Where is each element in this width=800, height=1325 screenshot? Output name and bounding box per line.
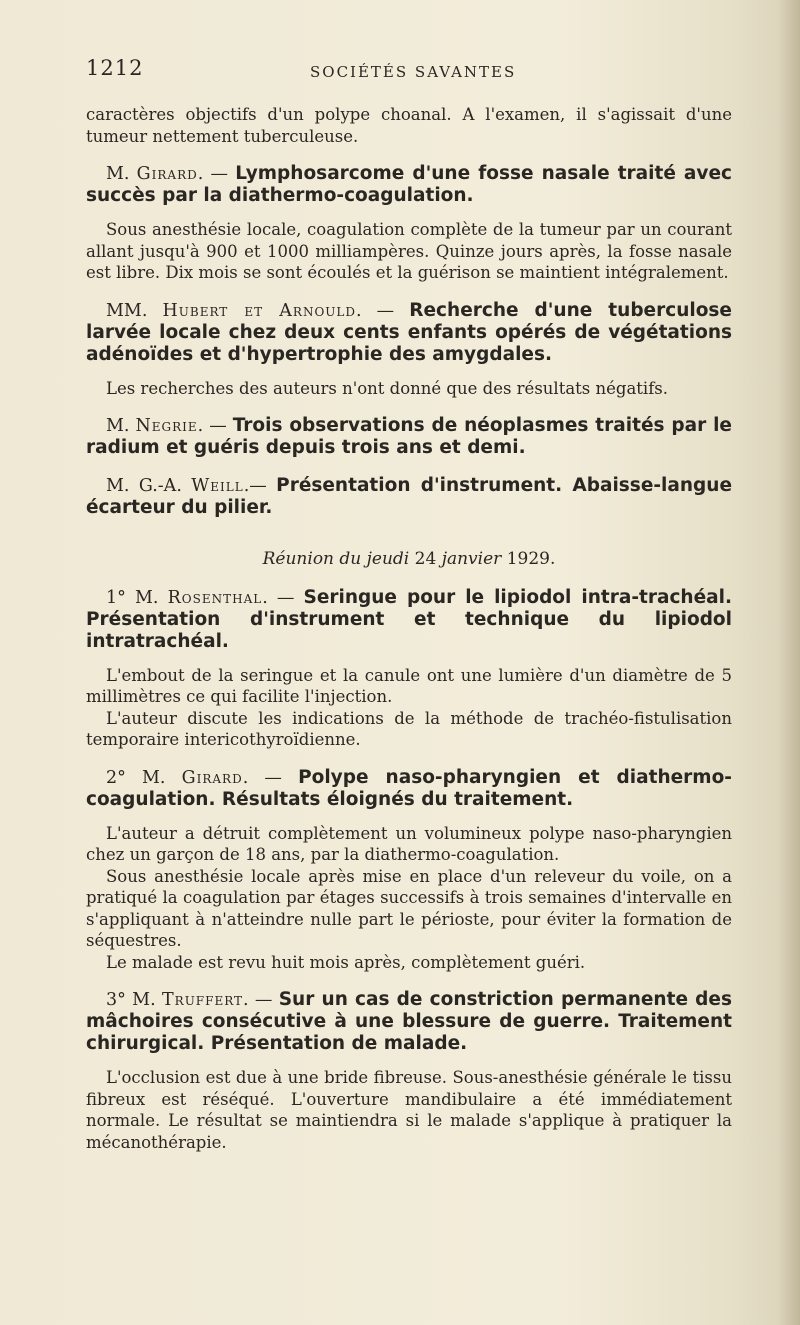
entry-dash: . — xyxy=(197,416,233,436)
entry-paragraph: L'occlusion est due à une bride fibreuse. Sous-anesthésie générale le tissu fibreux est réséqué. L'ouverture mandibulaire a été immédiatement normale. Le résultat se maintiendra si le malade s'applique à pratiquer la mécanothérapie. xyxy=(86,1068,732,1152)
meeting-label: Réunion du jeudi xyxy=(262,549,410,569)
page-number: 1212 xyxy=(86,56,144,80)
speaker-name: Negrie xyxy=(135,416,198,436)
entry-prefix: 2° M. xyxy=(106,767,166,788)
entry-prefix: M. xyxy=(106,164,130,184)
entry-prefix: MM. xyxy=(106,300,148,321)
entry-heading xyxy=(86,475,732,519)
meeting-heading xyxy=(86,549,732,571)
speaker-name: Weill xyxy=(191,476,244,496)
entry-heading xyxy=(86,415,732,459)
speaker-name: Hubert et Arnould xyxy=(162,300,356,321)
page-header xyxy=(86,54,736,88)
entry-paragraph: L'auteur discute les indications de la méthode de trachéo-fistulisation temporaire intericothyroïdienne. xyxy=(86,708,732,749)
page-body xyxy=(86,104,732,1153)
entry-heading xyxy=(86,300,732,366)
entry-paragraph: Sous anesthésie locale après mise en place d'un releveur du voile, on a pratiqué la coagulation par étages successifs à trois semaines d'intervalle en s'appliquant à n'atteindre nulle part le périoste, pour éviter la formation de séquestres. xyxy=(86,866,732,950)
entry-prefix: M. G.-A. xyxy=(106,476,182,496)
speaker-name: Rosenthal xyxy=(167,587,263,608)
speaker-name: Girard xyxy=(181,767,243,788)
entry-title: Lymphosarcome d'une fosse nasale traité avec succès par la diathermo-coagulation. xyxy=(86,163,732,206)
entry-paragraph: L'embout de la seringue et la canule ont une lumière d'un diamètre de 5 millimètres ce qui facilite l'injection. xyxy=(86,665,732,706)
entry-title: Recherche d'une tuberculose larvée locale chez deux cents enfants opérés de végétations adénoïdes et d'hypertrophie des amygdales. xyxy=(86,299,732,365)
entry-paragraph: Sous anesthésie locale, coagulation complète de la tumeur par un courant allant jusqu'à 900 et 1000 milliampères. Quinze jours après, la fosse nasale est libre. Dix mois se sont écoulés et la guérison se maintient intégralement. xyxy=(86,220,732,282)
entry-title: Sur un cas de constriction permanente des mâchoires consécutive à une blessure de guerre. Traitement chirurgical. Présentation de malade. xyxy=(86,989,732,1054)
entry-title: Présentation d'instrument. Abaisse-langue écarteur du pilier. xyxy=(86,475,732,518)
entry-title: Trois observations de néoplasmes traités par le radium et guéris depuis trois ans et demi. xyxy=(86,415,732,458)
meeting-day: 24 xyxy=(414,549,437,569)
intro-paragraph: caractères objectifs d'un polype choanal. A l'examen, il s'agissait d'une tumeur nettement tuberculeuse. xyxy=(86,105,732,146)
entry-heading xyxy=(86,163,732,207)
entry-paragraph: L'auteur a détruit complètement un volumineux polype naso-pharyngien chez un garçon de 18 ans, par la diathermo-coagulation. xyxy=(86,823,732,864)
speaker-name: Girard xyxy=(136,164,198,184)
page-edge-shadow xyxy=(778,0,800,1325)
entry-heading xyxy=(86,587,732,653)
entry-dash: . — xyxy=(262,587,304,608)
entry-paragraph: Les recherches des auteurs n'ont donné que des résultats négatifs. xyxy=(106,378,669,398)
meeting-month: janvier xyxy=(441,549,502,569)
entry-dash: . — xyxy=(242,767,299,788)
entry-paragraph: Le malade est revu huit mois après, complètement guéri. xyxy=(106,952,586,972)
entry-dash: . — xyxy=(243,990,279,1010)
entry-prefix: 1° M. xyxy=(106,587,159,608)
meeting-year: 1929. xyxy=(506,549,556,569)
entry-dash: . — xyxy=(355,300,410,321)
entry-dash: . — xyxy=(197,164,236,184)
entry-title: Seringue pour le lipiodol intra-trachéal. Présentation d'instrument et technique du lipiodol intratrachéal. xyxy=(86,586,732,652)
entry-title: Polype naso-pharyngien et diathermo-coagulation. Résultats éloignés du traitement. xyxy=(86,766,732,810)
entry-prefix: M. xyxy=(106,416,130,436)
running-head: SOCIÉTÉS SAVANTES xyxy=(310,63,517,81)
entry-dash: .— xyxy=(243,476,277,496)
entry-prefix: 3° M. xyxy=(106,990,156,1010)
speaker-name: Truffert xyxy=(161,990,244,1010)
entry-heading xyxy=(86,767,732,811)
entry-heading xyxy=(86,989,732,1055)
